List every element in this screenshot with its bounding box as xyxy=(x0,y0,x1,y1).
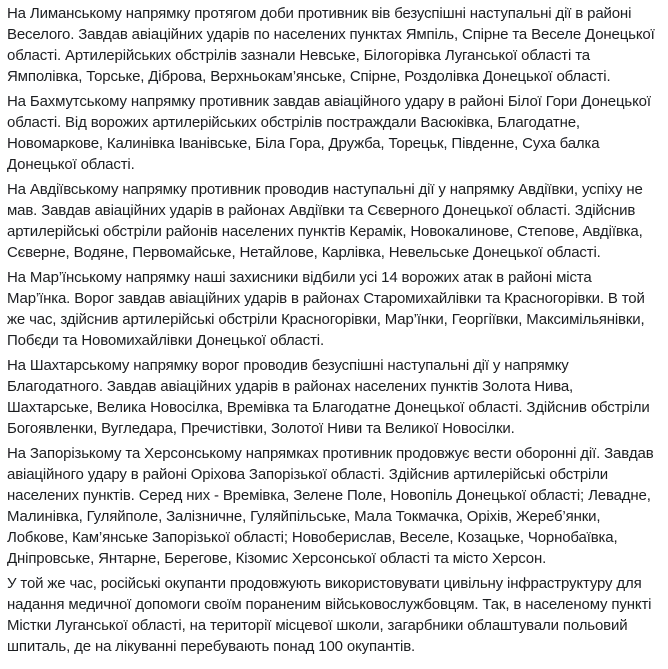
report-paragraph-avdiivka-direction: На Авдіївському напрямку противник проводив наступальні дії у напрямку Авдіївки, успіху не мав. Завдав авіаційних ударів в районах Авдіївки та Сєверного Донецької області. Здійснив артилерійські обстріли районів населених пунктів Керамік, Новокалинове, Степове, Авдіївка, Сєверне, Водяне, Первомайське, Нетайлове, Карлівка, Невельське Донецької області. xyxy=(7,181,643,261)
report-paragraph-field-hospital: У той же час, російські окупанти продовжують використовувати цивільну інфраструктуру для надання медичної допомоги своїм пораненим військовослужбовцям. Так, в населеному пункті Містки Луганської області, на території місцевої школи, загарбники облаштували польовий шпиталь, де на лікуванні перебувають понад 100 окупантів. xyxy=(7,575,652,655)
report-paragraph-shakhtarsk-direction: На Шахтарському напрямку ворог проводив безуспішні наступальні дії у напрямку Благодатного. Завдав авіаційних ударів в районах населених пунктів Золота Нива, Шахтарське, Велика Новосілка, Времівка та Благодатне Донецької області. Здійснив обстріли Богоявленки, Вугледара, Пречистівки, Золотої Ниви та Великої Новосілки. xyxy=(7,357,650,437)
report-paragraph-zaporizhzhia-kherson-direction: На Запорізькому та Херсонському напрямках противник продовжує вести оборонні дії. Завдав авіаційного удару в районі Оріхова Запорізької області. Здійснив артилерійські обстріли населених пунктів. Серед них - Времівка, Зелене Поле, Новопіль Донецької області; Левадне, Малинівка, Гуляйполе, Залізничне, Гуляйпільське, Мала Токмачка, Оріхів, Жереб’янки, Лобкове, Кам’янське Запорізької області; Новоберислав, Веселе, Козацьке, Чорнобаївка, Дніпровське, Янтарне, Берегове, Кізомис Херсонської області та місто Херсон. xyxy=(7,445,654,567)
report-paragraph-lyman-direction: На Лиманському напрямку протягом доби противник вів безуспішні наступальні дії в районі Веселого. Завдав авіаційних ударів по населених пунктах Ямпіль, Спірне та Веселе Донецької області. Артилерійських обстрілів зазнали Невське, Білогорівка Луганської області та Ямполівка, Торське, Діброва, Верхньокам’янське, Спірне, Роздолівка Донецької області. xyxy=(7,5,655,85)
report-paragraph-marinka-direction: На Мар’їнському напрямку наші захисники відбили усі 14 ворожих атак в районі міста Мар’їнка. Ворог завдав авіаційних ударів в районах Старомихайлівки та Красногорівки. В той же час, здійснив артилерійські обстріли Красногорівки, Мар’їнки, Георгіївки, Максимільянівки, Побєди та Новомихайлівки Донецької області. xyxy=(7,269,645,349)
report-paragraph-bakhmut-direction: На Бахмутському напрямку противник завдав авіаційного удару в районі Білої Гори Донецької області. Від ворожих артилерійських обстрілів постраждали Васюківка, Благодатне, Новомаркове, Калинівка Іванівське, Біла Гора, Дружба, Торецьк, Південне, Суха балка Донецької області. xyxy=(7,93,651,173)
